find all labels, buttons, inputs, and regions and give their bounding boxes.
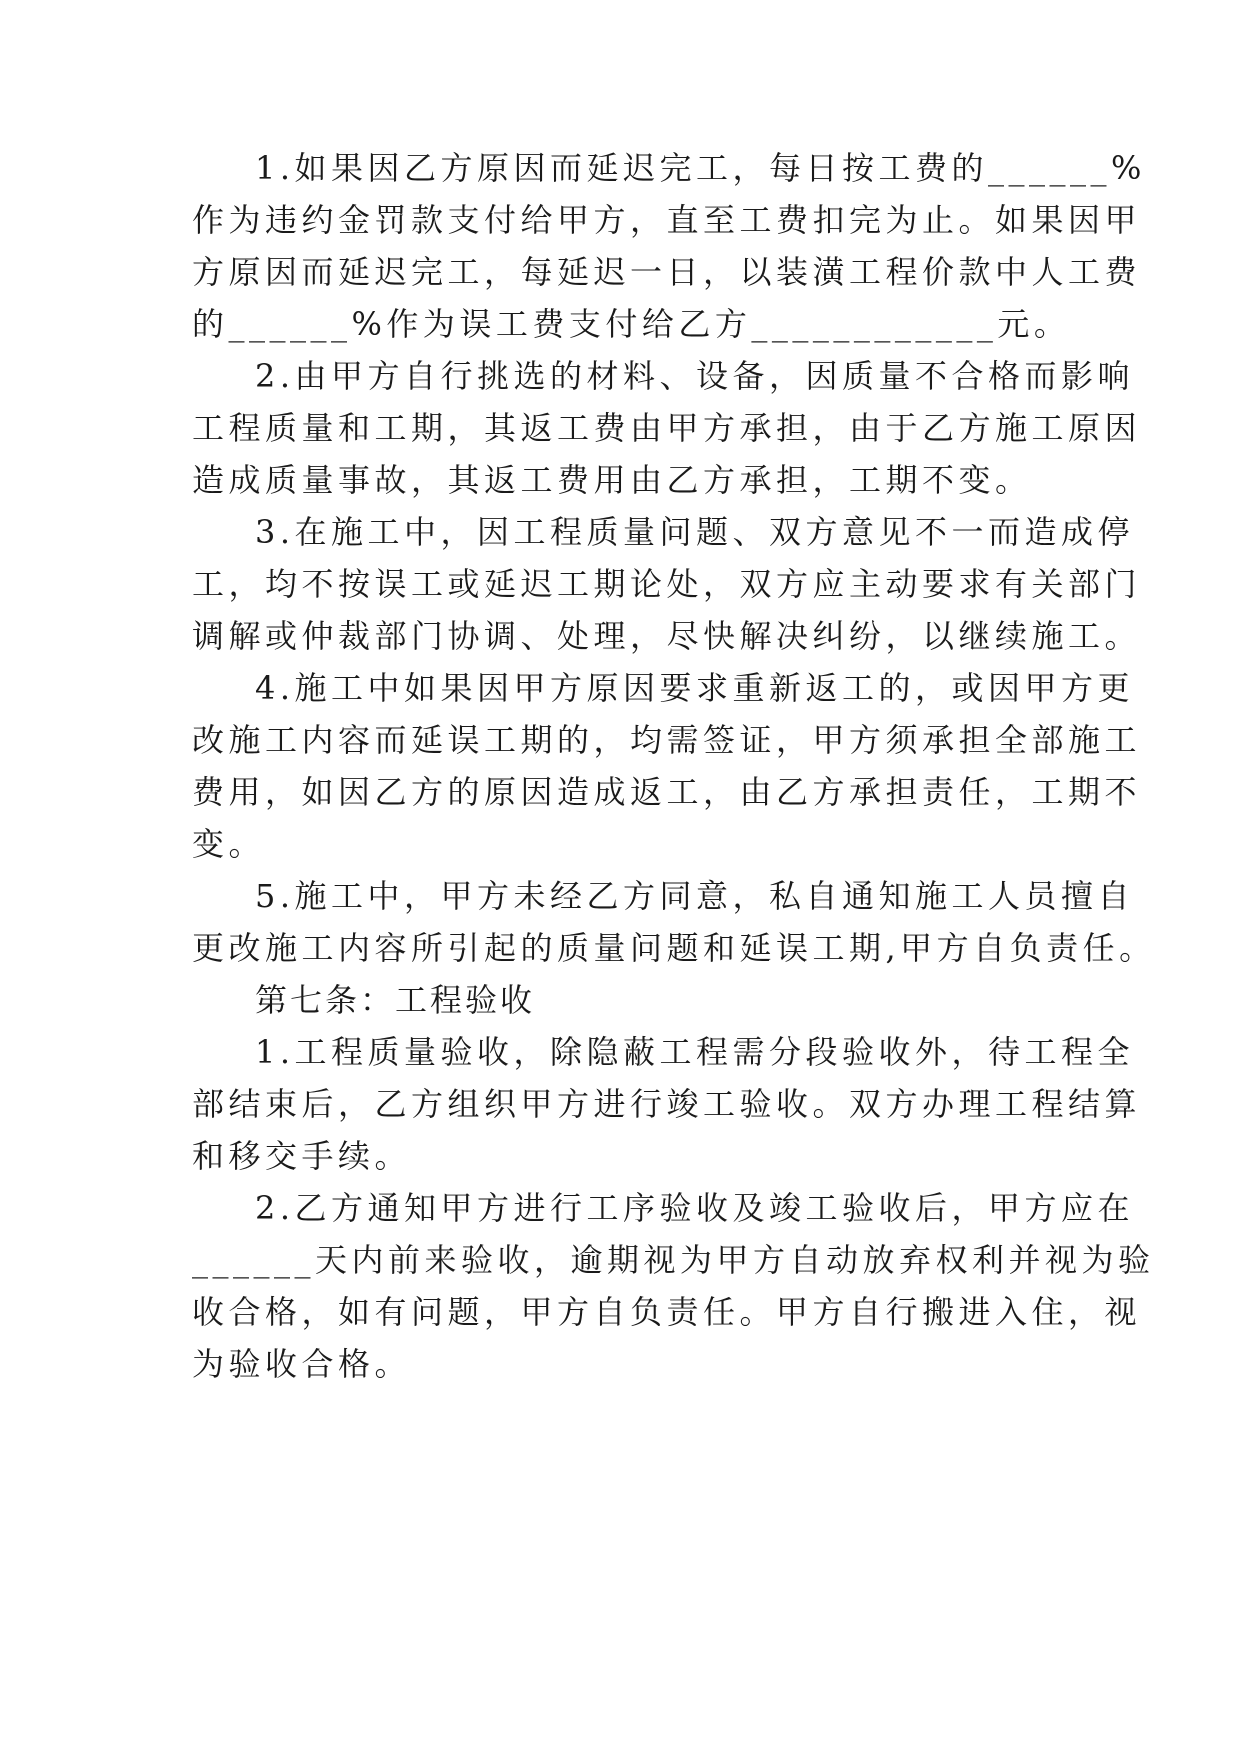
section-heading: 第七条：工程验收 — [255, 981, 536, 1019]
clause-3-line-1: 3.在施工中，因工程质量问题、双方意见不一而造成停 — [255, 513, 1135, 551]
clause-4-line-2: 改施工内容而延误工期的，均需签证，甲方须承担全部施工 — [192, 721, 1142, 759]
acceptance-2-line-2: ______天内前来验收，逾期视为甲方自动放弃权利并视为验 — [192, 1241, 1155, 1279]
clause-1-line-4: 的______%作为误工费支付给乙方____________元。 — [192, 305, 1071, 343]
clause-5-line-1: 5.施工中，甲方未经乙方同意，私自通知施工人员擅自 — [255, 877, 1135, 915]
clause-5-line-2: 更改施工内容所引起的质量问题和延误工期,甲方自负责任。 — [192, 929, 1156, 967]
clause-4-line-4: 变。 — [192, 825, 266, 863]
acceptance-2-line-3: 收合格，如有问题，甲方自负责任。甲方自行搬进入住，视 — [192, 1293, 1142, 1331]
acceptance-2-line-1: 2.乙方通知甲方进行工序验收及竣工验收后，甲方应在 — [255, 1189, 1135, 1227]
clause-2-line-3: 造成质量事故，其返工费用由乙方承担，工期不变。 — [192, 461, 1032, 499]
clause-2-line-2: 工程质量和工期，其返工费由甲方承担，由于乙方施工原因 — [192, 409, 1142, 447]
acceptance-1-line-2: 部结束后，乙方组织甲方进行竣工验收。双方办理工程结算 — [192, 1085, 1142, 1123]
clause-1-line-1: 1.如果因乙方原因而延迟完工，每日按工费的______% — [255, 149, 1146, 187]
acceptance-1-line-3: 和移交手续。 — [192, 1137, 412, 1175]
clause-2-line-1: 2.由甲方自行挑选的材料、设备，因质量不合格而影响 — [255, 357, 1135, 395]
clause-1-line-3: 方原因而延迟完工，每延迟一日，以装潢工程价款中人工费 — [192, 253, 1142, 291]
acceptance-2-line-4: 为验收合格。 — [192, 1345, 412, 1383]
acceptance-1-line-1: 1.工程质量验收，除隐蔽工程需分段验收外，待工程全 — [255, 1033, 1135, 1071]
clause-4-line-1: 4.施工中如果因甲方原因要求重新返工的，或因甲方更 — [255, 669, 1135, 707]
clause-1-line-2: 作为违约金罚款支付给甲方，直至工费扣完为止。如果因甲 — [192, 201, 1142, 239]
clause-3-line-2: 工，均不按误工或延迟工期论处，双方应主动要求有关部门 — [192, 565, 1142, 603]
clause-4-line-3: 费用，如因乙方的原因造成返工，由乙方承担责任，工期不 — [192, 773, 1142, 811]
clause-3-line-3: 调解或仲裁部门协调、处理，尽快解决纠纷，以继续施工。 — [192, 617, 1142, 655]
